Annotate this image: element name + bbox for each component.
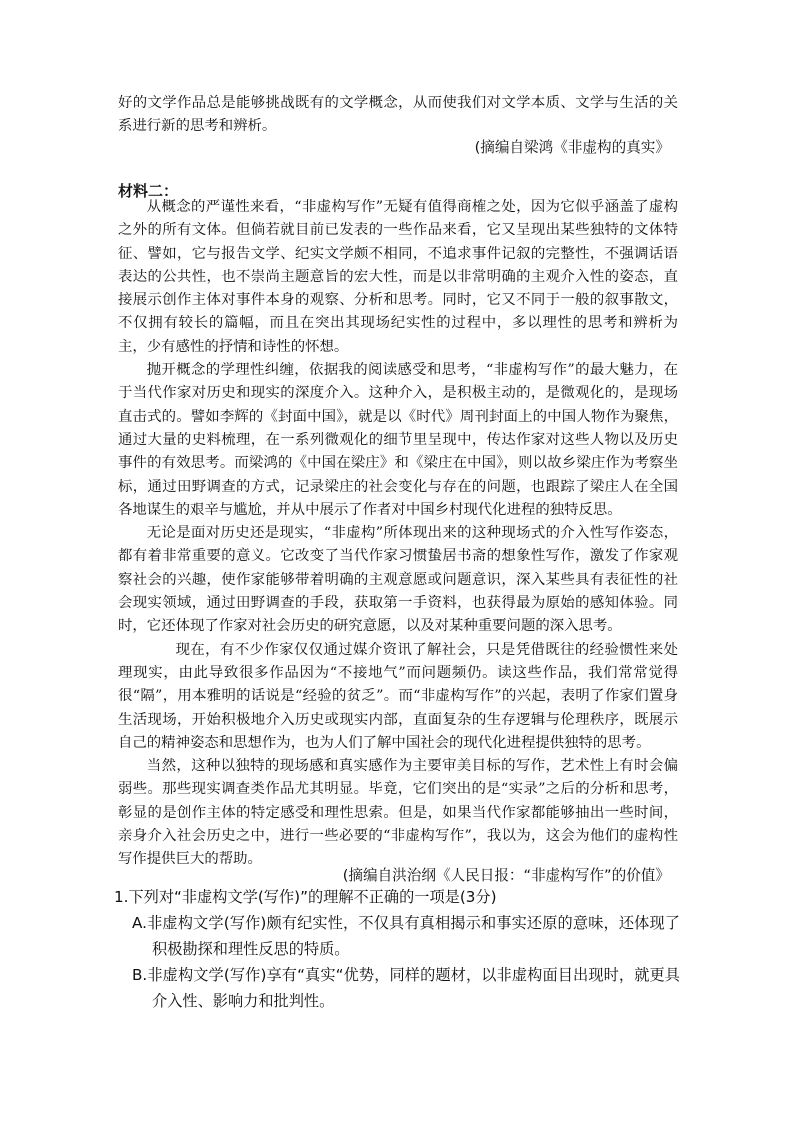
material2-heading: 材料二： [118, 182, 179, 200]
intro-paragraph: 好的文学作品总是能够挑战既有的文学概念，从而使我们对文学本质、文学与生活的关系进行新的思考和辨析。 [118, 95, 678, 135]
question-1 [114, 884, 680, 1014]
question-1-option-b: B.非虚构文学(写作)享有“真实“优势，同样的题材，以非虚构面目出现时，就更具介入性、影响力和批判性。 [132, 966, 680, 1010]
intro-paragraph-block [118, 92, 678, 139]
question-1-stem: 1.下列对“非虚构文学(写作)”的理解不正确的一项是(3分) [114, 888, 497, 906]
material2-paragraph-3: 无论是面对历史还是现实，“非虚构”所体现出来的这种现场式的介入性写作姿态，都有着非常重要的意义。它改变了当代作家习惯蛰居书斋的想象性写作，激发了作家观察社会的兴趣，使作家能够带着明确的主观意愿或问题意识，深入某些具有表征性的社会现实领域，通过田野调查的手段，获取第一手资料，也获得最为原始的感知体验。同时，它还体现了作家对社会历史的研究意愿，以及对某种重要问题的深入思考。 [118, 525, 678, 635]
material2-source: (摘编自洪治纲《人民日报：“非虚构写作”的价值》 [342, 867, 670, 884]
question-1-option-a: A.非虚构文学(写作)颇有纪实性，不仅具有真相揭示和事实还原的意味，还体现了积极勘探和理性反思的特质。 [132, 914, 680, 958]
material2-paragraph-1: 从概念的严谨性来看，“非虚构写作”无疑有值得商榷之处，因为它似乎涵盖了虚构之外的所有文体。但倘若就目前已发表的一些作品来看，它又呈现出某些独特的文体特征、譬如，它与报告文学、纪实文学颇不相同，不追求事件记叙的完整性，不强调话语表达的公共性，也不崇尚主题意旨的宏大性，而是以非常明确的主观介入性的姿态，直接展示创作主体对事件本身的观察、分析和思考。同时，它又不同于一般的叙事散文，不仅拥有较长的篇幅，而且在突出其现场纪实性的过程中，多以理性的思考和辨析为主，少有感性的抒情和诗性的怀想。 [118, 199, 678, 355]
material2-body [118, 196, 678, 872]
material2-paragraph-2: 抛开概念的学理性纠缠，依据我的阅读感受和思考，“非虚构写作”的最大魅力，在于当代作家对历史和现实的深度介入。这种介入，是积极主动的，是微观化的，是现场直击式的。譬如李辉的《封面中国》，就是以《时代》周刊封面上的中国人物作为聚焦，通过大量的史料梳理，在一系列微观化的细节里呈现中，传达作家对这些人物以及历史事件的有效思考。而梁鸿的《中国在梁庄》和《梁庄在中国》，则以故乡梁庄作为考察坐标，通过田野调查的方式，记录梁庄的社会变化与存在的问题，也跟踪了梁庄人在全国各地谋生的艰辛与尴尬，并从中展示了作者对中国乡村现代化进程的独特反思。 [118, 362, 678, 518]
material2-paragraph-4: 现在，有不少作家仅仅通过媒介资讯了解社会，只是凭借既往的经验惯性来处理现实，由此导致很多作品因为“不接地气”而问题频仍。读这些作品，我们常常觉得很“隔”，用本雅明的话说是“经验的贫乏”。而“非虚构写作”的兴起，表明了作家们置身生活现场，开始积极地介入历史或现实内部，直面复杂的生存逻辑与伦理秩序，既展示自己的精神姿态和思想作为，也为人们了解中国社会的现代化进程提供独特的思考。 [118, 641, 678, 751]
material2-paragraph-5: 当然，这种以独特的现场感和真实感作为主要审美目标的写作，艺术性上有时会偏弱些。那些现实调查类作品尤其明显。毕竟，它们突出的是“实录”之后的分析和思考，彰显的是创作主体的特定感受和理性思索。但是，如果当代作家都能够抽出一些时间，亲身介入社会历史之中，进行一些必要的“非虚构写作”，我以为，这会为他们的虚构性写作提供巨大的帮助。 [118, 758, 678, 868]
intro-source: (摘编自梁鸿《非虚构的真实》 [474, 139, 670, 156]
